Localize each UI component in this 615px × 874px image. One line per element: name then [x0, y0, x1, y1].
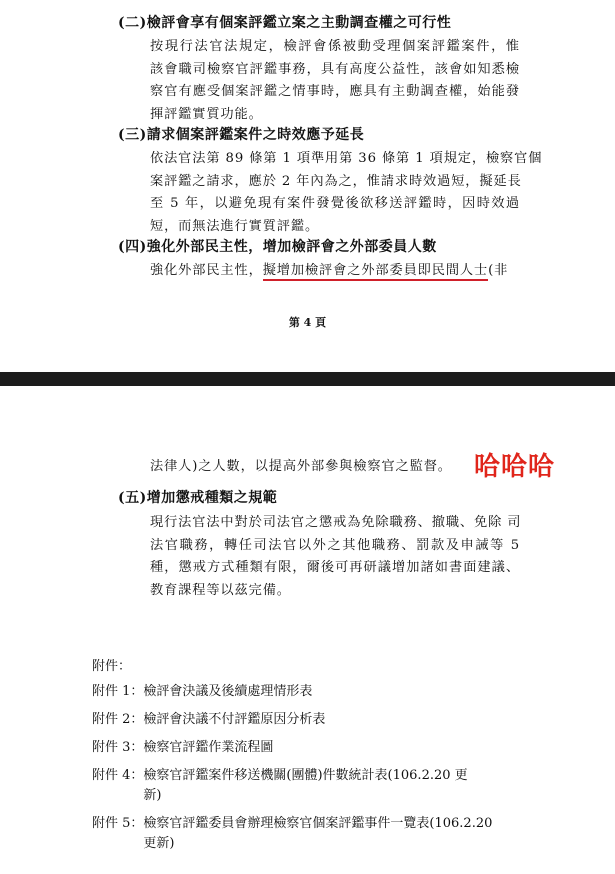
paragraph-line: 短，而無法進行實質評鑑。	[150, 218, 320, 234]
paragraph-line: 揮評鑑實質功能。	[150, 106, 263, 122]
attachment-item-4	[92, 766, 468, 806]
attachment-title: 檢察官評鑑作業流程圖	[143, 740, 274, 755]
attachment-title-line-1: 檢察官評鑑委員會辦理檢察官個案評鑑事件一覽表(106.2.20	[143, 816, 493, 831]
page-break-divider	[0, 372, 615, 386]
paragraph-line: 依法官法第 89 條第 1 項準用第 36 條第 1 項規定，檢察官個	[150, 151, 543, 166]
attachment-item-3	[92, 738, 273, 758]
section-5-paragraph	[150, 512, 520, 602]
section-2-paragraph	[150, 36, 520, 126]
paragraph-line: 察官有應受個案評鑑之情事時，應具有主動調查權，始能發	[150, 84, 520, 100]
attachment-title-line-2: 新)	[143, 788, 162, 803]
paragraph-line	[150, 260, 520, 283]
document-page-4	[0, 0, 615, 372]
paragraph-line: 法律人)之人數，以提高外部參與檢察官之監督。	[150, 459, 452, 474]
attachment-item-2	[92, 710, 325, 730]
paragraph-line: 現行法官法中對於司法官之懲戒為免除職務、撤職、免除 司	[150, 515, 522, 530]
attachment-title: 檢評會決議不付評鑑原因分析表	[143, 712, 326, 727]
document-page-5	[0, 386, 615, 874]
attachments-title: 附件：	[92, 659, 132, 674]
section-heading-5: (五)增加懲戒種類之規範	[118, 490, 278, 506]
section-heading-4: (四)強化外部民主性，增加檢評會之外部委員人數	[118, 239, 437, 255]
attachment-number: 附件 2：	[92, 712, 144, 727]
section-heading-3: (三)請求個案評鑑案件之時效應予延長	[118, 127, 365, 143]
paragraph-line: 該會職司檢察官評鑑事務，具有高度公益性，該會如知悉檢	[150, 61, 520, 77]
line-suffix: (非	[488, 263, 509, 278]
attachment-title-line-1: 檢察官評鑑案件移送機關(團體)件數統計表(106.2.20 更	[143, 768, 468, 783]
continuation-paragraph	[150, 456, 452, 479]
paragraph-line: 種，懲戒方式種類有限，爾後可再研議增加諸如書面建議、	[150, 560, 520, 576]
attachment-number: 附件 3：	[92, 740, 144, 755]
attachment-number: 附件 1：	[92, 684, 144, 699]
section-heading-2: (二)檢評會享有個案評鑑立案之主動調查權之可行性	[118, 15, 452, 31]
attachment-title	[143, 814, 492, 854]
paragraph-line: 按現行法官法規定，檢評會係被動受理個案評鑑案件，惟	[150, 39, 520, 54]
attachment-title: 檢評會決議及後續處理情形表	[143, 684, 313, 699]
paragraph-line: 教育課程等以茲完備。	[150, 582, 291, 598]
attachment-number: 附件 4：	[92, 768, 144, 783]
underlined-phrase: 擬增加檢評會之外部委員即民間人士	[263, 263, 488, 281]
attachment-number: 附件 5：	[92, 816, 144, 831]
attachment-title	[143, 766, 467, 806]
attachment-item-5	[92, 814, 492, 854]
attachment-item-1	[92, 682, 312, 702]
line-prefix: 強化外部民主性，	[150, 263, 263, 278]
page-number-footer: 第 4 頁	[288, 316, 327, 329]
paragraph-line: 至 5 年，以避免現有案件發覺後欲移送評鑑時，因時效過	[150, 196, 520, 212]
section-4-paragraph	[150, 260, 520, 283]
attachment-title-line-2: 更新)	[143, 836, 175, 851]
section-3-paragraph	[150, 148, 543, 238]
paragraph-line: 法官職務，轉任司法官以外之其他職務、罰款及申誡等 5	[150, 537, 520, 553]
red-handwritten-annotation: 哈哈哈	[474, 452, 556, 482]
paragraph-line: 案評鑑之請求，應於 2 年內為之，惟請求時效過短，擬延長	[150, 173, 522, 189]
